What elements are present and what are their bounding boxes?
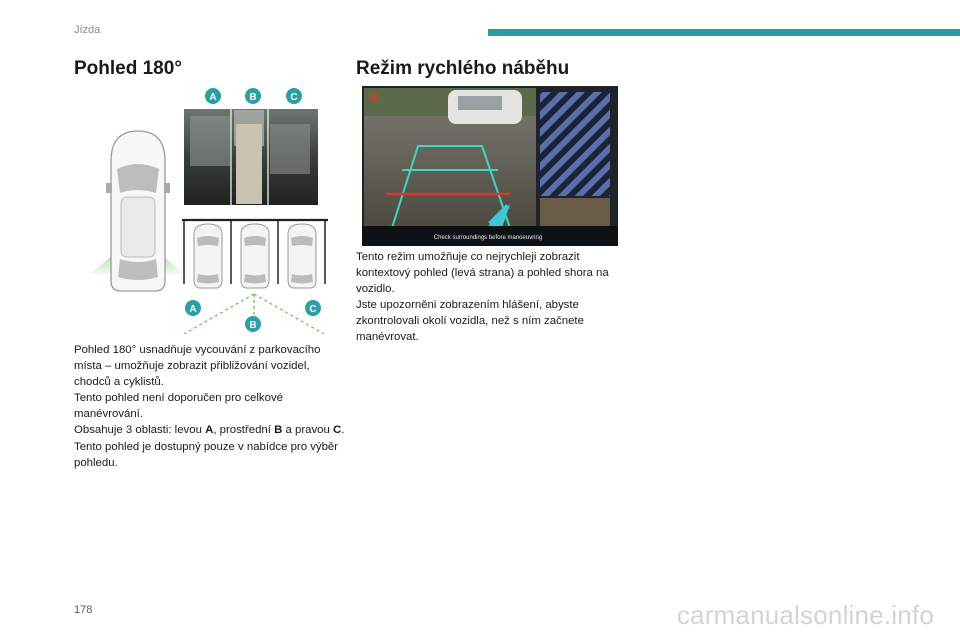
label-a: A — [205, 424, 214, 437]
label-c: C — [333, 424, 342, 437]
parked-car-icon — [288, 224, 316, 288]
svg-text:C: C — [290, 92, 298, 103]
svg-text:B: B — [249, 320, 257, 331]
paragraph: Tento režim umožňuje co nejrychleji zobrazit kontextový pohled (levá strana) a pohled shora na vozidlo. — [356, 251, 609, 296]
top-view-placeholder — [540, 92, 610, 196]
svg-text:B: B — [249, 92, 257, 103]
badge-top-b — [245, 88, 261, 104]
label-b: B — [274, 424, 283, 437]
section-label: Jízda — [74, 24, 101, 36]
heading-180-view: Pohled 180° — [74, 58, 182, 79]
quick-start-screen — [362, 86, 618, 246]
header-accent-bar — [488, 29, 960, 36]
car-top-view-icon — [106, 131, 170, 291]
areas-paragraph: Obsahuje 3 oblasti: levou A, prostřední B a pravou C. — [74, 424, 345, 437]
right-body-text — [356, 249, 621, 346]
screen-caption: Check surroundings before manoeuvring — [433, 235, 543, 241]
badge-bottom-c — [305, 300, 321, 316]
parked-car-icon — [194, 224, 222, 288]
paragraph: Pohled 180° usnadňuje vycouvání z parkovacího místa – umožňuje zobrazit přibližování vozidel, chodců a cyklistů. — [74, 344, 321, 389]
paragraph: Tento pohled je dostupný pouze v nabídce pro výběr pohledu. — [74, 440, 339, 469]
view-180-illustration — [80, 84, 348, 334]
badge-top-a — [205, 88, 221, 104]
left-body-text — [74, 342, 346, 471]
rear-camera-view — [364, 88, 536, 228]
badge-bottom-a — [185, 300, 201, 316]
svg-text:A: A — [209, 92, 217, 103]
paragraph: Jste upozorněni zobrazením hlášení, abyste zkontrolovali okolí vozidla, než s ním začnete manévrovat. — [356, 299, 584, 344]
page-number: 178 — [74, 604, 93, 616]
camera-image — [184, 109, 318, 205]
parked-car-icon — [241, 224, 269, 288]
heading-quick-start: Režim rychlého náběhu — [356, 58, 570, 79]
watermark: carmanualsonline.info — [676, 600, 934, 630]
svg-text:C: C — [309, 304, 317, 315]
svg-text:A: A — [189, 304, 197, 315]
badge-top-c — [286, 88, 302, 104]
paragraph: Tento pohled není doporučen pro celkové manévrování. — [74, 392, 283, 421]
badge-bottom-b — [245, 316, 261, 332]
